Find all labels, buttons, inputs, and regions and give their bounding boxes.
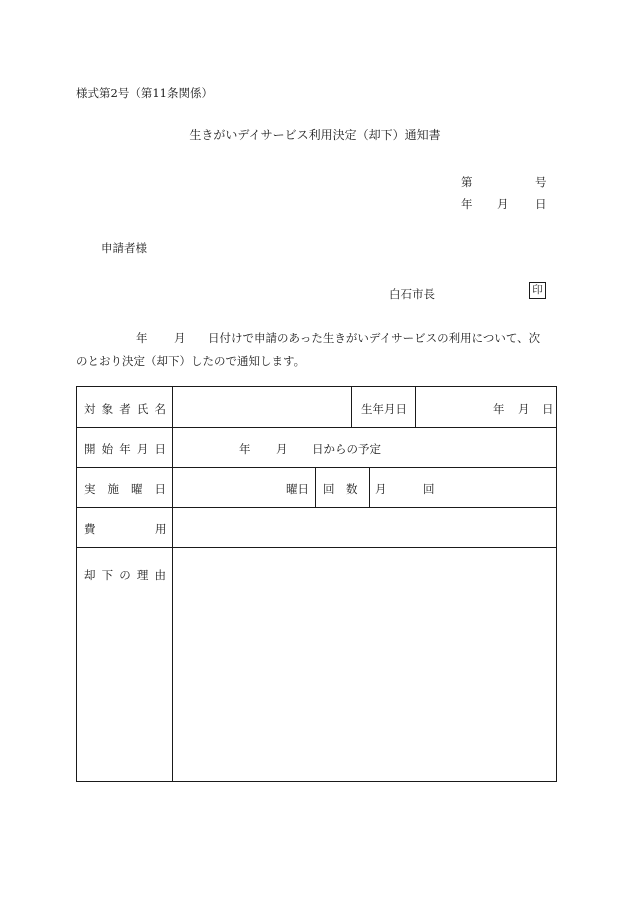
start-month: 月 — [276, 442, 288, 456]
start-year: 年 — [239, 442, 251, 456]
doc-number-suffix: 号 — [535, 175, 547, 189]
form-number: 様式第2号（第11条関係） — [76, 86, 213, 100]
column-divider — [415, 387, 416, 427]
body-text-line1: 日付けで申請のあった生きがいデイサービスの利用について、次 — [208, 331, 541, 345]
birth-day: 日 — [542, 402, 554, 416]
label-text: 対象者氏名 — [84, 402, 173, 416]
date-day: 日 — [535, 197, 547, 211]
weekday-unit: 曜日 — [286, 482, 309, 496]
document-title: 生きがいデイサービス利用決定（却下）通知書 — [189, 128, 441, 142]
row-divider — [77, 507, 556, 508]
birth-year: 年 — [493, 402, 505, 416]
issuer: 白石市長 — [389, 287, 435, 301]
body-text-line2: のとおり決定（却下）したので通知します。 — [76, 354, 306, 368]
column-divider — [369, 467, 370, 507]
body-year: 年 — [136, 331, 148, 345]
birth-month: 月 — [518, 402, 530, 416]
row-divider — [77, 547, 556, 548]
count-month: 月 — [375, 482, 387, 496]
doc-number-prefix: 第 — [461, 175, 473, 189]
column-divider — [351, 387, 352, 427]
date-month: 月 — [497, 197, 509, 211]
label-weekday: 実施曜日 — [84, 482, 178, 496]
label-cost-b: 用 — [155, 522, 167, 536]
column-divider — [315, 467, 316, 507]
addressee: 申請者様 — [101, 241, 147, 255]
row-divider — [77, 427, 556, 428]
date-year: 年 — [461, 197, 473, 211]
row-divider — [77, 467, 556, 468]
label-birthdate: 生年月日 — [361, 402, 407, 416]
label-subject-name — [84, 401, 173, 417]
label-rejection-reason: 却下の理由 — [84, 568, 173, 582]
label-start-date: 開始年月日 — [84, 442, 173, 456]
seal-mark: 印 — [529, 282, 546, 299]
details-table — [76, 386, 557, 782]
count-times: 回 — [423, 482, 435, 496]
label-count: 回 数 — [323, 482, 358, 496]
label-cost-a: 費 — [84, 522, 96, 536]
start-note: 日からの予定 — [312, 442, 381, 456]
body-month: 月 — [174, 331, 186, 345]
